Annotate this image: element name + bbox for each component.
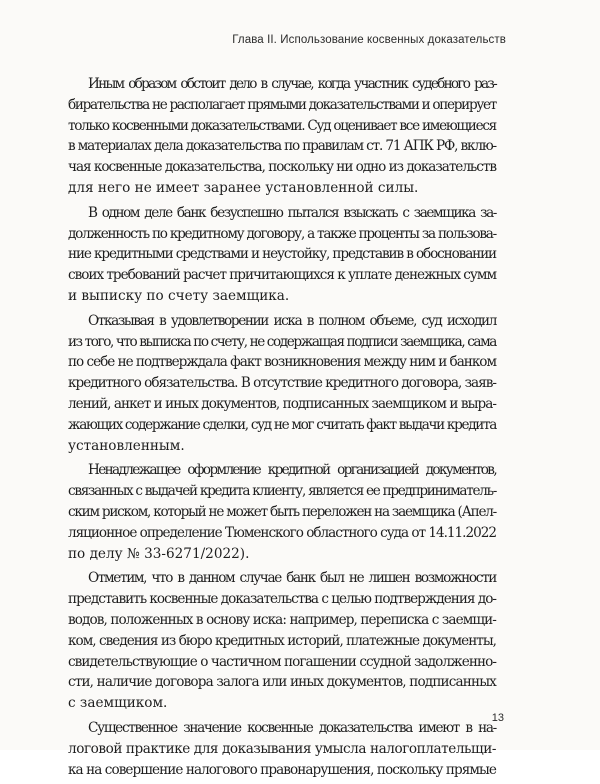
text-line: ка на совершение налогового правонарушения, поскольку прямые [68,761,496,778]
text-line: Существенное значение косвенные доказательства имеют в на- [88,719,496,736]
text-line: чая косвенные доказательства, поскольку ни одно из доказательств [68,159,496,176]
text-line: установленным. [68,437,185,454]
text-line: из того, что выписка по счету, не содержащая подписи заемщика, сама [68,333,496,350]
text-line: для него не имеет заранее установленной силы. [68,179,419,196]
paragraph-1 [68,74,496,199]
text-line: кредитного обязательства. В отсутствие кредитного договора, заяв- [68,375,496,392]
text-line: бирательства не располагает прямыми доказательствами и оперирует [68,96,496,113]
text-line: долженность по кредитному договору, а также проценты за пользова- [68,225,496,242]
running-header: Глава II. Использование косвенных доказательств [232,34,506,46]
text-line: Ненадлежащее оформление кредитной организацией документов, [88,462,496,479]
text-line: связанных с выдачей кредита клиенту, является ее предприниматель- [68,483,496,500]
text-line: Отметим, что в данном случае банк был не лишен возможности [88,570,496,587]
text-line: с заемщиком. [68,695,168,712]
text-line: свидетельствующие о частичном погашении ссудной задолженно- [68,653,496,670]
text-line: по себе не подтверждала факт возникновения между ним и банком [68,354,496,371]
text-line: ние кредитными средствами и неустойку, представив в обосновании [68,246,496,263]
paragraph-5 [68,568,496,714]
text-line: Иным образом обстоит дело в случае, когда участник судебного раз- [88,76,496,92]
text-line: лений, анкет и иных документов, подписанных заемщиком и выра- [68,395,496,412]
text-line: логовой практике для доказывания умысла налогоплательщи- [68,740,496,757]
text-line: ляционное определение Тюменского областного суда от 14.11.2022 [68,524,496,541]
text-line: своих требований расчет причитающихся к уплате денежных сумм [68,267,496,284]
paragraph-4 [68,460,496,564]
paragraph-3 [68,311,496,457]
text-line: В одном деле банк безуспешно пытался взыскать с заемщика за- [88,204,496,221]
text-line: по делу № 33-6271/2022). [68,545,250,562]
page-number: 13 [491,712,504,724]
text-line: ком, сведения из бюро кредитных историй, платежные документы, [68,632,496,649]
text-line: водов, положенных в основу иска: например, переписка с заемщи- [68,611,496,628]
text-line: представить косвенные доказательства с целью подтверждения до- [68,591,497,608]
paragraph-6 [68,718,496,780]
body-text [68,74,496,784]
text-line: жающих содержание сделки, суд не мог считать факт выдачи кредита [68,416,496,433]
text-line: сти, наличие договора залога или иных документов, подписанных [68,674,496,691]
text-line: в материалах дела доказательства по правилам ст. 71 АПК РФ, вклю- [68,138,496,155]
text-line: и выписку по счету заемщика. [68,287,290,304]
paragraph-2 [68,203,496,307]
text-line: Отказывая в удовлетворении иска в полном объеме, суд исходил [88,312,496,329]
text-line: только косвенными доказательствами. Суд оценивает все имеющиеся [68,117,496,134]
text-line: ским риском, который не может быть переложен на заемщика (Апел- [68,503,496,520]
